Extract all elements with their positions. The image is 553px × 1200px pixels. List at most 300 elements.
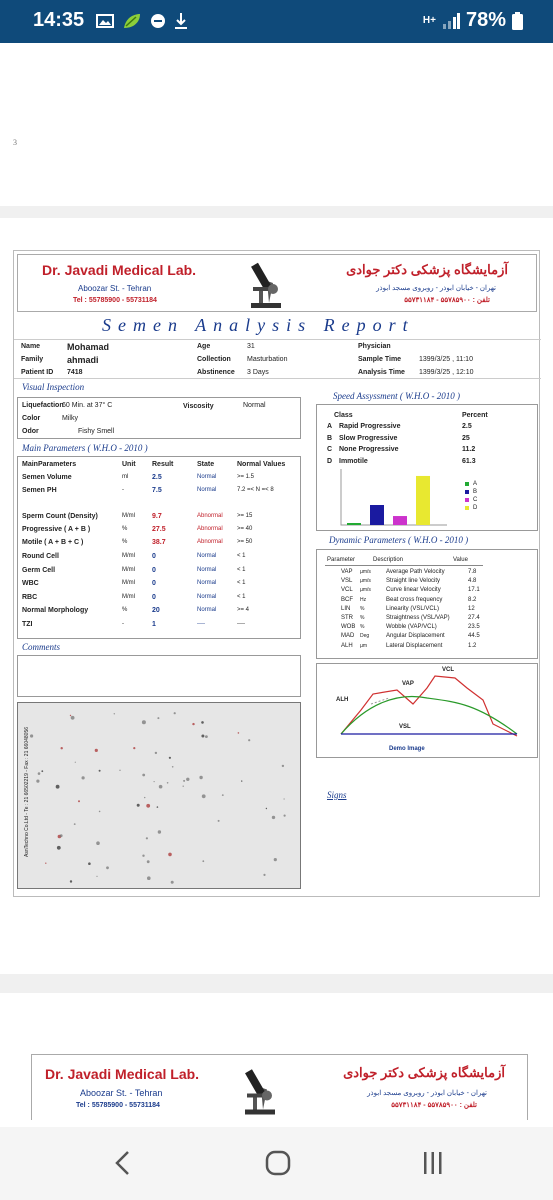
speed-value: 11.2 [462, 446, 476, 453]
sperm-cell [201, 721, 204, 724]
param-result: 27.5 [152, 526, 166, 533]
lab-tel-en: Tel : 55785900 - 55731184 [73, 297, 157, 304]
param-normal: ---- [237, 621, 245, 627]
sperm-cell [78, 800, 80, 802]
param-state: Normal [197, 553, 217, 559]
lab-tel-fa-2: تلفن : ۵۵۷۸۵۹۰۰ - ۵۵۷۳۱۱۸۴ [391, 1102, 477, 1109]
sperm-cell [167, 782, 169, 784]
dyn-desc: Angular Displacement [386, 633, 445, 640]
param-name: RBC [22, 594, 38, 601]
table-row [18, 607, 300, 619]
dyn-col-param: Parameter [327, 557, 356, 563]
analysis-time: 1399/3/25 , 12:10 [419, 369, 474, 376]
param-normal: >= 1.5 [237, 474, 255, 480]
dyn-unit: % [360, 615, 365, 621]
dyn-row [317, 643, 537, 652]
sperm-cell [274, 858, 277, 861]
dyn-row [317, 624, 537, 633]
class-header: Class [334, 412, 353, 419]
dyn-desc: Average Path Velocity [386, 569, 445, 575]
vap-label: VAP [402, 681, 414, 687]
speed-letter: C [327, 446, 333, 453]
lab-tel-en-2: Tel : 55785900 - 55731184 [76, 1102, 160, 1109]
abstinence-label: Abstinence [197, 369, 235, 376]
sperm-cell [202, 794, 206, 798]
sperm-cell [119, 770, 120, 771]
param-unit: % [122, 526, 128, 532]
param-name: Semen PH [22, 487, 57, 494]
odor-label: Odor [22, 428, 39, 435]
sperm-cell [36, 780, 39, 783]
back-button[interactable] [112, 1150, 134, 1176]
pid-label: Patient ID [21, 369, 54, 376]
document-page-3 [0, 993, 553, 1127]
dyn-desc: Wobble (VAP/VCL) [386, 624, 437, 631]
sperm-cell [155, 752, 157, 754]
sperm-cell [133, 747, 135, 749]
sperm-cell [172, 766, 174, 768]
comments-box [17, 655, 301, 697]
sperm-cell [144, 797, 145, 798]
sperm-cell [201, 735, 204, 738]
sperm-cell [38, 772, 41, 775]
dyn-row [317, 569, 537, 578]
microscope-icon-2 [237, 1063, 283, 1118]
comments-title: Comments [22, 642, 60, 652]
sperm-cell [266, 808, 267, 809]
speed-letter: B [327, 434, 333, 442]
dyn-unit: Deg [360, 633, 370, 640]
speed-letter: A [327, 423, 333, 430]
battery-icon [512, 12, 523, 30]
sperm-cell [61, 747, 63, 749]
sperm-cell [282, 765, 284, 767]
sperm-cell [284, 798, 285, 799]
speed-value: 61.3 [462, 457, 476, 465]
sample-time-label: Sample Time [358, 356, 402, 363]
sperm-cell [205, 735, 208, 738]
sperm-cell [96, 876, 97, 877]
speed-row [317, 446, 537, 457]
speed-row [317, 435, 537, 446]
dyn-desc: Straight line Velocity [386, 578, 441, 585]
param-name: Germ Cell [22, 567, 56, 574]
download-icon [174, 12, 188, 30]
sperm-cell [137, 804, 140, 807]
color-label: Color [22, 415, 41, 422]
bar-B [370, 505, 384, 525]
dyn-unit: µm [360, 642, 368, 649]
dyn-param: VSL [341, 578, 353, 585]
param-normal: < 1 [237, 594, 246, 600]
patient-age: 31 [247, 343, 255, 350]
report-title: Semen Analysis Report [102, 315, 415, 335]
speed-chart [339, 469, 447, 527]
sperm-cell [95, 749, 98, 752]
param-state: Abnormal [197, 526, 223, 532]
collection-value: Masturbation [247, 356, 288, 363]
abstinence-value: 3 Days [247, 369, 269, 376]
table-row [18, 513, 300, 525]
sperm-cell [157, 717, 159, 719]
param-unit: - [122, 487, 124, 493]
speed-name: Rapid Progressive [339, 423, 401, 430]
dyn-col-desc: Description [373, 557, 404, 563]
dyn-unit: µm/s [360, 569, 371, 575]
sperm-cell [183, 780, 185, 782]
bar-C [393, 516, 407, 525]
signs-title: Signs [327, 790, 347, 800]
name-label: Name [21, 343, 41, 350]
table-row [18, 594, 300, 606]
sperm-cell [88, 862, 91, 865]
sperm-cell [142, 774, 145, 777]
speed-title: Speed Assyssment ( W.H.O - 2010 ) [333, 391, 460, 401]
patient-family: ahmadi [67, 355, 99, 365]
bar-A [347, 523, 361, 525]
table-row [18, 567, 300, 579]
param-normal: >= 40 [237, 526, 253, 532]
dyn-unit: µm/s [360, 587, 371, 594]
sperm-cell [146, 837, 148, 839]
param-unit: M/ml [122, 580, 135, 586]
dyn-row [317, 597, 537, 606]
sperm-cell [222, 794, 224, 796]
dyn-value: 17.1 [468, 587, 480, 594]
sperm-cell [157, 806, 159, 808]
dyn-value: 44.5 [468, 633, 480, 640]
speed-letter: D [327, 457, 333, 465]
param-normal: 7.2 =< N =< 8 [237, 487, 274, 493]
dyn-value: 8.2 [468, 596, 477, 603]
param-normal: < 1 [237, 567, 246, 573]
sperm-cell [74, 823, 76, 825]
param-name: Sperm Count (Density) [22, 513, 98, 520]
param-result: 0 [152, 553, 156, 560]
lab-header [17, 254, 537, 312]
param-unit: % [122, 539, 128, 545]
patient-name: Mohamad [67, 342, 110, 352]
dyn-value: 7.8 [468, 569, 477, 575]
param-result: 1 [152, 621, 156, 628]
param-state: ---- [197, 621, 205, 627]
lab-name-fa-2: آزمایشگاه پزشکی دکتر جوادی [343, 1065, 505, 1080]
side-caption: AsnTechno Co.Ltd - Te : 21 66502219 - Fax : 21 66048056 [24, 727, 30, 857]
dyn-unit: µm/s [360, 578, 371, 585]
dyn-param: VAP [341, 569, 353, 575]
analysis-time-label: Analysis Time [358, 369, 405, 376]
param-result: 0 [152, 594, 156, 601]
dyn-row [317, 578, 537, 587]
legend-swatch-A [465, 482, 469, 486]
sperm-cell [70, 880, 72, 882]
dyn-unit: % [360, 624, 365, 631]
dyn-value: 23.5 [468, 624, 480, 631]
sperm-cell [142, 855, 144, 857]
dyn-row [317, 633, 537, 642]
sperm-cell [186, 778, 189, 781]
battery-percent: 78% [465, 9, 506, 31]
viscosity-value: Normal [243, 402, 266, 409]
legend-label-B: B [473, 489, 478, 495]
sperm-cell [218, 820, 220, 822]
param-state: Abnormal [197, 539, 223, 545]
dyn-row [317, 587, 537, 596]
param-name: Motile ( A + B + C ) [22, 539, 84, 546]
speed-name: Slow Progressive [339, 434, 398, 442]
sperm-cell [99, 811, 101, 813]
sperm-cell [183, 786, 184, 787]
dyn-value: 12 [468, 605, 475, 612]
demo-caption: Demo Image [389, 746, 425, 752]
param-normal: >= 50 [237, 539, 253, 545]
table-row [18, 539, 300, 551]
param-unit: - [122, 621, 124, 627]
dyn-desc: Lateral Displacement [386, 642, 443, 649]
dyn-param: LIN [341, 605, 351, 612]
age-label: Age [197, 343, 211, 350]
lab-address-en: Aboozar St. - Tehran [78, 284, 152, 293]
dynamic-title: Dynamic Parameters ( W.H.O - 2010 ) [329, 535, 469, 545]
lab-name-en: Dr. Javadi Medical Lab. [42, 262, 197, 278]
sample-time: 1399/3/25 , 11:10 [419, 356, 473, 363]
signal-icon [442, 13, 460, 29]
param-normal: >= 15 [237, 513, 253, 519]
param-result: 9.7 [152, 513, 162, 520]
param-name: WBC [22, 580, 39, 587]
dyn-desc: Curve linear Velocity [386, 587, 441, 594]
dyn-unit: Hz [360, 596, 367, 603]
param-state: Normal [197, 580, 217, 586]
legend-label-A: A [473, 481, 478, 487]
dyn-param: ALH [341, 642, 353, 649]
speed-name: Immotile [339, 457, 368, 465]
sperm-cell [82, 776, 85, 779]
sperm-cell [56, 785, 60, 789]
lab-address-en-2: Aboozar St. - Tehran [80, 1088, 163, 1098]
dynamic-box [316, 549, 538, 659]
legend-label-C: C [473, 497, 478, 503]
param-state: Normal [197, 474, 217, 480]
table-row [18, 487, 300, 499]
lab-header-2 [31, 1054, 528, 1120]
speed-value: 25 [462, 434, 470, 442]
col-state: State [197, 461, 215, 468]
dyn-desc: Linearity (VSL/VCL) [386, 605, 440, 612]
dyn-value: 27.4 [468, 615, 480, 621]
sperm-cell [70, 715, 71, 716]
param-state: Normal [197, 487, 217, 493]
sperm-field-image [18, 703, 301, 889]
liquefaction-value: 60 Min. at 37° C [62, 402, 113, 409]
motion-diagram [317, 664, 539, 759]
dyn-row [317, 606, 537, 615]
table-row [18, 621, 300, 633]
table-row [18, 526, 300, 538]
dnd-icon [150, 13, 166, 29]
sperm-cell [199, 776, 202, 779]
param-state: Normal [197, 594, 217, 600]
vcl-label: VCL [442, 667, 454, 673]
speed-box [316, 404, 538, 531]
document-page-1 [0, 43, 553, 206]
sperm-cell [75, 762, 76, 763]
sperm-cell [248, 739, 250, 741]
table-row [18, 553, 300, 565]
visual-box [17, 397, 301, 439]
image-icon [96, 13, 114, 29]
recents-button[interactable] [420, 1150, 446, 1176]
dyn-row [317, 615, 537, 624]
home-button[interactable] [264, 1150, 292, 1176]
sperm-cell [171, 881, 174, 884]
sperm-cell [158, 830, 161, 833]
param-name: Progressive ( A + B ) [22, 526, 91, 533]
sperm-cell [71, 716, 75, 720]
param-unit: M/ml [122, 513, 135, 519]
sperm-cell [154, 781, 155, 782]
bar-D [416, 476, 430, 525]
patient-info [14, 339, 541, 379]
semen-report [13, 250, 540, 897]
sperm-cell [45, 863, 46, 864]
param-state: Normal [197, 567, 217, 573]
col-result: Result [152, 461, 174, 468]
param-result: 20 [152, 607, 160, 614]
param-name: Normal Morphology [22, 607, 89, 614]
lab-tel-fa: تلفن : ۵۵۷۸۵۹۰۰ - ۵۵۷۳۱۱۸۴ [404, 297, 490, 304]
color-value: Milky [62, 415, 78, 422]
sperm-cell [147, 860, 150, 863]
param-result: 0 [152, 567, 156, 574]
navigation-bar [0, 1127, 553, 1200]
lab-address-fa: تهران - خیابان ابوذر - روبروی مسجد ابوذر [376, 285, 496, 292]
dyn-col-value: Value [453, 557, 468, 563]
param-normal: < 1 [237, 580, 246, 586]
sperm-cell [114, 713, 115, 714]
vsl-label: VSL [399, 724, 411, 730]
family-label: Family [21, 356, 44, 363]
speed-name: None Progressive [339, 446, 399, 453]
param-unit: ml [122, 474, 129, 480]
speed-value: 2.5 [462, 423, 472, 430]
main-params-title: Main Parameters ( W.H.O - 2010 ) [22, 443, 148, 453]
sperm-cell [241, 780, 242, 781]
demo-image-box [316, 663, 538, 758]
legend-label-D: D [473, 505, 478, 511]
dyn-param: MAD [341, 633, 355, 640]
param-normal: < 1 [237, 553, 246, 559]
sperm-cell [284, 815, 286, 817]
dyn-param: WOB [341, 624, 356, 631]
legend-swatch-B [465, 490, 469, 494]
col-param: MainParameters [22, 461, 77, 468]
legend-swatch-C [465, 498, 469, 502]
page-number: 3 [13, 138, 17, 147]
dyn-value: 4.8 [468, 578, 477, 585]
odor-value: Fishy Smell [78, 428, 115, 435]
param-result: 38.7 [152, 539, 166, 546]
dyn-desc: Straightness (VSL/VAP) [386, 615, 450, 621]
sperm-cell [192, 723, 194, 725]
dyn-unit: % [360, 605, 365, 612]
param-name: Round Cell [22, 553, 59, 560]
param-name: Semen Volume [22, 474, 72, 481]
sperm-cell [168, 853, 172, 857]
sperm-cell [30, 734, 33, 737]
col-normal: Normal Values [237, 461, 286, 468]
percent-header: Percent [462, 412, 488, 419]
param-unit: % [122, 607, 128, 613]
sperm-cell [159, 785, 163, 789]
param-unit: M/ml [122, 553, 135, 559]
alh-label: ALH [336, 697, 349, 703]
dyn-param: BCF [341, 596, 353, 603]
leaf-icon [122, 12, 142, 30]
sperm-cell [142, 720, 146, 724]
param-result: 2.5 [152, 474, 162, 481]
dyn-param: STR [341, 615, 353, 621]
lab-address-fa-2: تهران - خیابان ابوذر - روبروی مسجد ابوذر [367, 1090, 487, 1097]
param-state: Normal [197, 607, 217, 613]
microscope-icon [243, 259, 289, 309]
param-result: 7.5 [152, 487, 162, 494]
sperm-cell [147, 876, 151, 880]
legend-swatch-D [465, 506, 469, 510]
visual-title: Visual Inspection [22, 382, 85, 392]
param-normal: >= 4 [237, 607, 250, 613]
speed-row [317, 423, 537, 434]
param-unit: M/ml [122, 594, 135, 600]
sperm-cell [106, 866, 109, 869]
sperm-cell [146, 804, 150, 808]
sperm-cell [96, 841, 100, 845]
table-row [18, 474, 300, 486]
sperm-cell [169, 757, 171, 759]
microscope-image [17, 702, 301, 889]
dyn-desc: Beat cross frequency [386, 596, 443, 603]
param-unit: M/ml [122, 567, 135, 573]
param-name: TZI [22, 621, 33, 628]
sperm-cell [57, 846, 61, 850]
status-bar [0, 0, 553, 43]
param-result: 0 [152, 580, 156, 587]
lab-name-fa: آزمایشگاه پزشکی دکتر جوادی [346, 262, 508, 277]
liquefaction-label: Liquefaction [22, 402, 64, 409]
sperm-cell [202, 860, 204, 862]
sperm-cell [60, 834, 63, 837]
collection-label: Collection [197, 356, 231, 363]
physician-label: Physician [358, 343, 391, 350]
dyn-param: VCL [341, 587, 353, 594]
sperm-cell [41, 770, 43, 772]
sperm-cell [99, 770, 101, 772]
viscosity-label: Viscosity [183, 403, 214, 410]
main-params-header [18, 457, 300, 470]
clock: 14:35 [33, 9, 85, 31]
param-state: Abnormal [197, 513, 223, 519]
table-row [18, 580, 300, 592]
sperm-cell [174, 712, 176, 714]
network-type: H+ [422, 14, 436, 26]
patient-id: 7418 [67, 369, 83, 376]
dyn-value: 1.2 [468, 642, 477, 649]
speed-row [317, 458, 537, 469]
lab-name-en-2: Dr. Javadi Medical Lab. [45, 1066, 200, 1082]
sperm-cell [263, 874, 265, 876]
col-unit: Unit [122, 461, 136, 468]
sperm-cell [272, 816, 275, 819]
